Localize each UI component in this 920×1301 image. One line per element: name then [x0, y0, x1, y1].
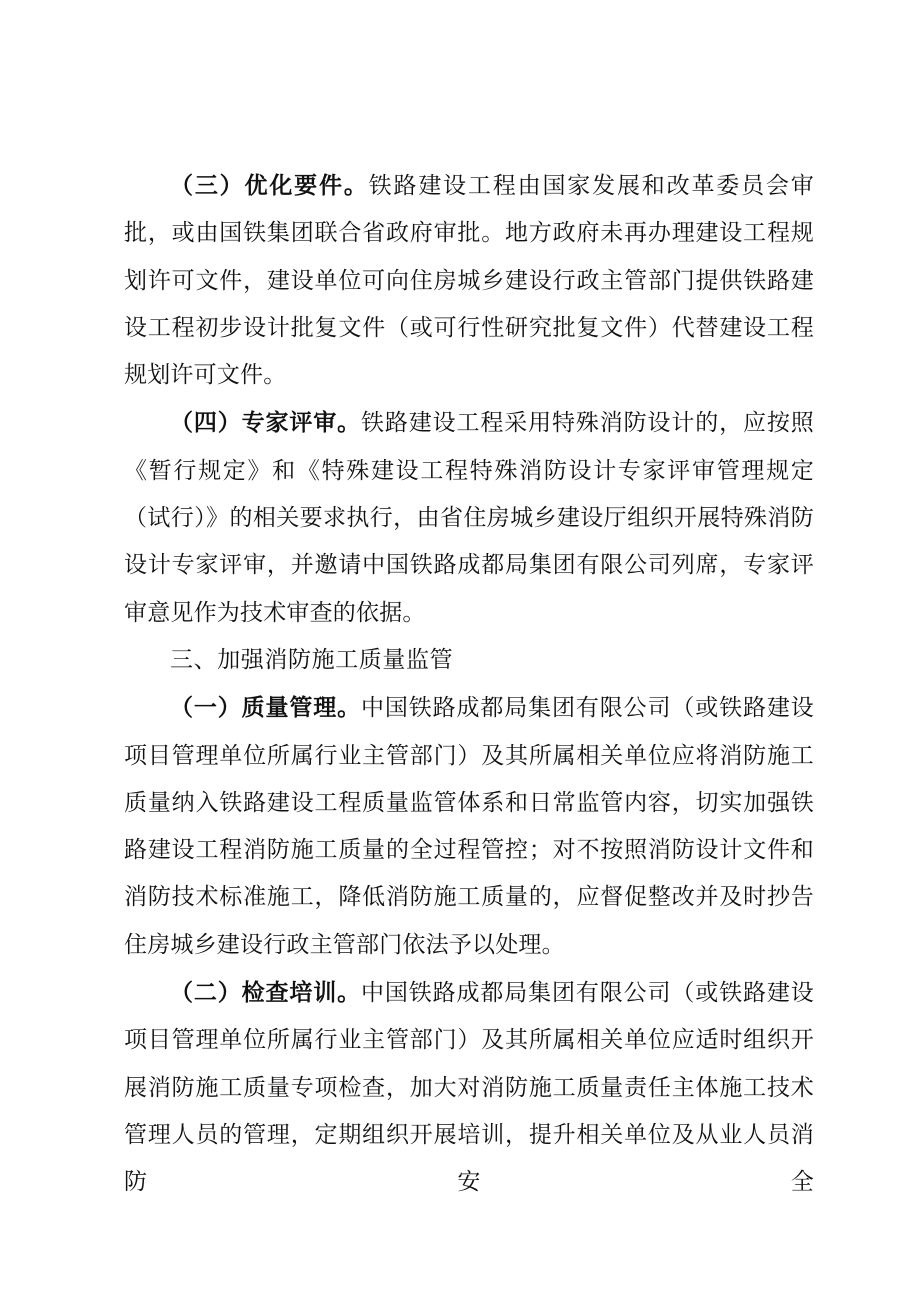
- paragraph-heading: （三）优化要件。: [170, 172, 369, 199]
- section-title: 三、加强消防施工质量监管: [170, 646, 454, 673]
- paragraph-heading: （二）检查培训。: [170, 979, 362, 1007]
- paragraph-quality-management: [124, 684, 814, 969]
- paragraph-optimize-requirements: [124, 162, 814, 399]
- document-body: [124, 162, 814, 1207]
- paragraph-heading: （一）质量管理。: [170, 694, 362, 722]
- paragraph-text: 铁路建设工程采用特殊消防设计的，应按照《暂行规定》和《特殊建设工程特殊消防设计专家评审管理规定（试行）》的相关要求执行，由省住房城乡建设厅组织开展特殊消防设计专家评审，并邀请中国铁路成都局集团有限公司列席，专家评审意见作为技术审查的依据。: [124, 410, 814, 626]
- paragraph-text: 中国铁路成都局集团有限公司（或铁路建设项目管理单位所属行业主管部门）及其所属相关单位应适时组织开展消防施工质量专项检查，加大对消防施工质量责任主体施工技术管理人员的管理，定期组织开展培训，提升相关单位及从业人员消防安全: [124, 980, 814, 1196]
- paragraph-inspection-training: [124, 969, 814, 1206]
- paragraph-text: 中国铁路成都局集团有限公司（或铁路建设项目管理单位所属行业主管部门）及其所属相关单位应将消防施工质量纳入铁路建设工程质量监管体系和日常监管内容，切实加强铁路建设工程消防施工质量的全过程管控；对不按照消防设计文件和消防技术标准施工，降低消防施工质量的，应督促整改并及时抄告住房城乡建设行政主管部门依法予以处理。: [124, 695, 814, 958]
- paragraph-text: 铁路建设工程由国家发展和改革委员会审批，或由国铁集团联合省政府审批。地方政府未再办理建设工程规划许可文件，建设单位可向住房城乡建设行政主管部门提供铁路建设工程初步设计批复文件（或可行性研究批复文件）代替建设工程规划许可文件。: [124, 173, 814, 389]
- paragraph-heading: （四）专家评审。: [170, 409, 362, 437]
- paragraph-expert-review: [124, 399, 814, 636]
